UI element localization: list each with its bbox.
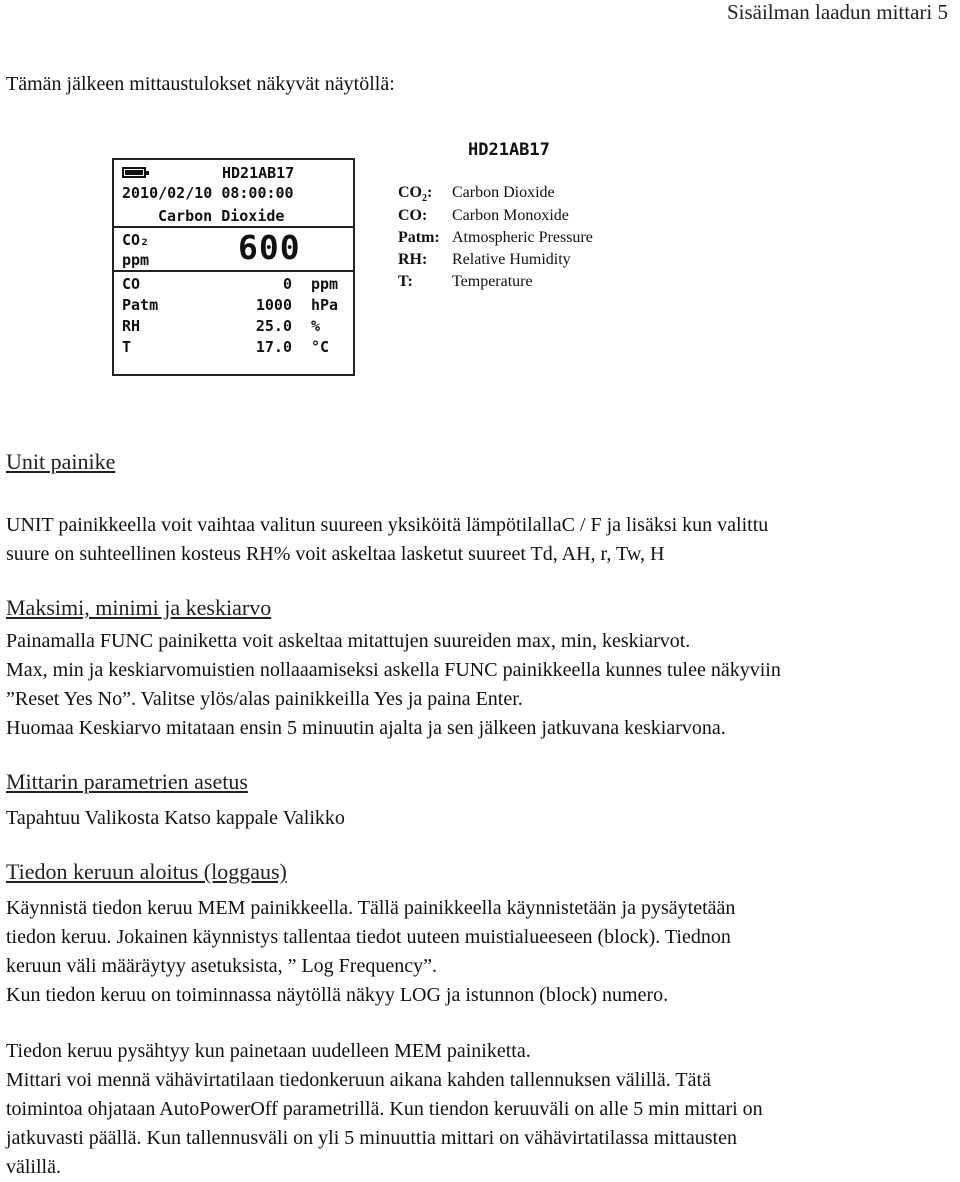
legend-item: Patm: Atmospheric Pressure: [398, 229, 593, 246]
device-row-label: RH: [122, 317, 141, 335]
device-model: HD21AB17: [222, 164, 295, 182]
section-heading-unit: Unit painike: [6, 449, 116, 474]
page-header: Sisäilman laadun mittari 5: [726, 0, 948, 24]
legend-item: T: Temperature: [398, 273, 533, 290]
battery-icon: [122, 167, 146, 178]
intro-text: Tämän jälkeen mittaustulokset näkyvät näytöllä:: [6, 73, 395, 95]
device-display: HD21AB17 2010/02/10 08:00:00 Carbon Dioxide CO₂ ppm 600 CO 0 ppm Patm 1000 hPa RH 25.0 % T 17.0 °C: [112, 158, 355, 376]
device-parameter: Carbon Dioxide: [158, 207, 285, 225]
unit-paragraph: UNIT painikkeella voit vaihtaa valitun suureen yksiköitä lämpötilallaC / F ja lisäksi kun valittu suure on suhteellinen kosteus RH% voit askeltaa lasketut suureet Td, AH, r, Tw, H: [6, 514, 769, 565]
logging-paragraph: Käynnistä tiedon keruu MEM painikkeella. Tällä painikkeella käynnistetään ja pysäytetään tiedon keruu. Jokainen käynnistys tallentaa tiedot uuteen muistialueeseen (block). Tiednon keruun väli määräytyy asetuksista, ” Log Frequency”. Kun tiedon keruu on toiminnassa näytöllä näkyy LOG ja istunnon (block) numero.: [6, 897, 736, 1006]
device-row-label: CO: [122, 275, 141, 293]
device-main-unit: ppm: [122, 251, 150, 269]
device-row-unit: °C: [311, 338, 330, 356]
params-paragraph: Tapahtuu Valikosta Katso kappale Valikko: [6, 807, 345, 829]
section-heading-logging: Tiedon keruun aloitus (loggaus): [6, 859, 287, 884]
device-row-label: T: [122, 338, 132, 356]
max-paragraph: Painamalla FUNC painiketta voit askeltaa mitattujen suureiden max, min, keskiarvot. Max, min ja keskiarvomuistien nollaaamiseksi askella FUNC painikkeella kunnes tulee näkyviin ”Reset Yes No”. Valitse ylös/alas painikkeilla Yes ja paina Enter. Huomaa Keskiarvo mitataan ensin 5 minuutin ajalta ja sen jälkeen jatkuvana keskiarvona.: [6, 630, 781, 739]
legend-item: CO: Carbon Monoxide: [398, 207, 569, 224]
device-main-label: CO₂: [122, 231, 150, 249]
section-heading-max: Maksimi, minimi ja keskiarvo: [6, 595, 272, 620]
legend-title: HD21AB17: [468, 140, 550, 160]
legend-item: RH: Relative Humidity: [398, 251, 571, 268]
section-heading-params: Mittarin parametrien asetus: [6, 769, 248, 794]
device-datetime: 2010/02/10 08:00:00: [122, 184, 294, 202]
device-row-unit: hPa: [311, 296, 339, 314]
device-row-label: Patm: [122, 296, 159, 314]
device-row-unit: %: [311, 317, 321, 335]
device-row-unit: ppm: [311, 275, 339, 293]
device-main-value: 600: [238, 228, 301, 267]
legend-item: $CO_2$: Carbon Dioxide: [398, 184, 555, 205]
logging-paragraph-2: Tiedon keruu pysähtyy kun painetaan uudelleen MEM painiketta. Mittari voi mennä vähävirtatilaan tiedonkeruun aikana kahden tallennuksen välillä. Tätä toimintoa ohjataan AutoPowerOff parametrillä. Kun tiendon keruuväli on alle 5 min mittari on jatkuvasti päällä. Kun tallennusväli on yli 5 minuuttia mittari on vähävirtatilassa mittausten välillä.: [6, 1040, 763, 1178]
